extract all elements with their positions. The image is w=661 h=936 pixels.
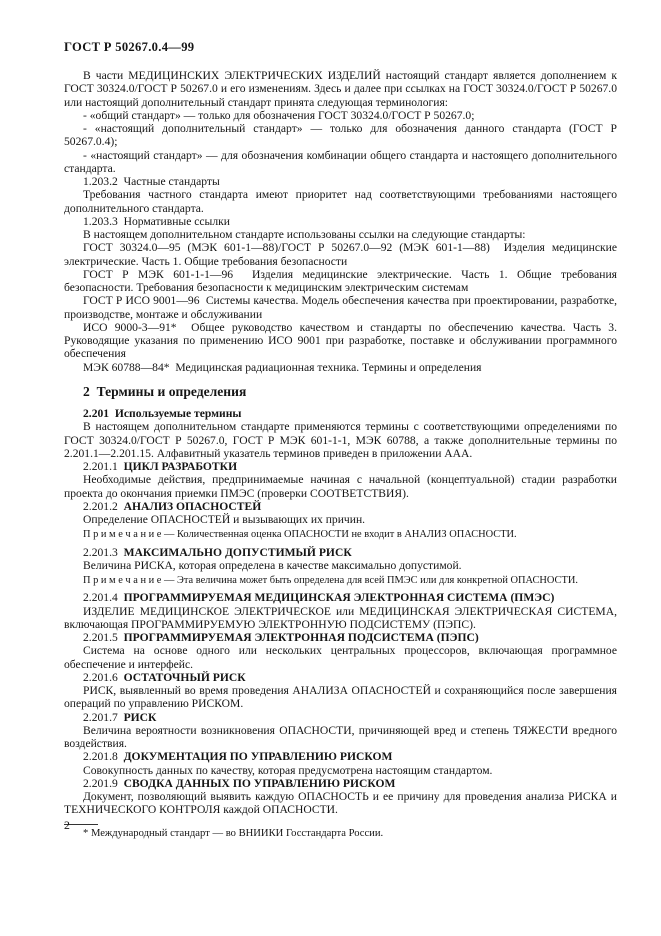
term-number: 2.201.4: [83, 591, 124, 605]
list-item: - «общий стандарт» — только для обозначения ГОСТ 30324.0/ГОСТ Р 50267.0;: [83, 108, 475, 122]
footnote-text: * Международный стандарт — во ВНИИКИ Госстандарта России.: [83, 827, 384, 839]
term-number: 2.201.2: [83, 499, 124, 513]
paragraph: В настоящем дополнительном стандарте использованы ссылки на следующие стандарты:: [83, 228, 526, 241]
paragraph: Требования частного стандарта имеют приоритет над соответствующими требованиями настоящего дополнительного стандарта.: [64, 188, 617, 215]
term-number: 2.201.9: [83, 776, 124, 790]
term-title: ДОКУМЕНТАЦИЯ ПО УПРАВЛЕНИЮ РИСКОМ: [123, 750, 393, 764]
term-heading: [64, 546, 617, 559]
term-heading: [64, 591, 617, 604]
intro-paragraph: В части МЕДИЦИНСКИХ ЭЛЕКТРИЧЕСКИХ ИЗДЕЛИЙ настоящий стандарт является дополнением к ГОСТ 30324.0/ГОСТ Р 50267.0 и его изменениям. Здесь и далее при ссылках на ГОСТ 30324.0/ГОСТ Р 50267.0 или настоящий дополнительный стандарт принята следующая терминология:: [64, 69, 617, 109]
term-title: ПРОГРАММИРУЕМАЯ ЭЛЕКТРОННАЯ ПОДСИСТЕМА (ПЭПС): [123, 631, 479, 645]
term-number: 2.201.6: [83, 670, 124, 684]
term-title: АНАЛИЗ ОПАСНОСТЕЙ: [123, 499, 262, 513]
term-number: 2.201.8: [83, 750, 124, 764]
term-heading: [64, 711, 617, 724]
standard-reference: ГОСТ 30324.0—95 (МЭК 601-1—88)/ГОСТ Р 50267.0—92 (МЭК 601-1—88) Изделия медицинские электрические. Часть 1. Общие требования безопасности: [64, 241, 617, 268]
note: П р и м е ч а н и е — Эта величина может быть определена для всей ПМЭС или для конкретной ОПАСНОСТИ.: [83, 575, 578, 587]
paragraph: В настоящем дополнительном стандарте применяются термины с соответствующими определениями по ГОСТ 30324.0/ГОСТ Р 50267.0, ГОСТ Р МЭК 601-1-1, МЭК 60788, а также дополнительные термины по 2.201.1—2.201.15. Алфавитный указатель терминов приведен в приложении ААА.: [64, 420, 617, 460]
term-title: МАКСИМАЛЬНО ДОПУСТИМЫЙ РИСК: [123, 545, 352, 559]
term-number: 2.201.3: [83, 545, 124, 559]
term-number: 2.201.5: [83, 631, 124, 645]
term-definition: РИСК, выявленный во время проведения АНАЛИЗА ОПАСНОСТЕЙ и сохраняющийся после завершения операций по управлению РИСКОМ.: [64, 684, 617, 711]
document-body: [64, 69, 617, 817]
document-content: [64, 40, 617, 840]
term-title: СВОДКА ДАННЫХ ПО УПРАВЛЕНИЮ РИСКОМ: [123, 776, 396, 790]
term-title: ПРОГРАММИРУЕМАЯ МЕДИЦИНСКАЯ ЭЛЕКТРОННАЯ СИСТЕМА (ПМЭС): [123, 591, 555, 605]
term-number: 2.201.1: [83, 460, 124, 473]
term-definition: Определение ОПАСНОСТЕЙ и вызывающих их причин.: [83, 513, 366, 526]
term-definition: Необходимые действия, предпринимаемые начиная с начальной (концептуальной) стадии разработки проекта до окончания приемки ПМЭС (проверки СООТВЕТСТВИЯ).: [64, 473, 617, 500]
term-heading: [64, 631, 617, 644]
subsection-heading: 2.201 Используемые термины: [83, 407, 242, 420]
list-item: - «настоящий дополнительный стандарт» — только для обозначения данного стандарта (ГОСТ Р 50267.0.4);: [64, 122, 617, 149]
section-heading: 2 Термины и определения: [83, 383, 247, 399]
clause-heading: 1.203.2 Частные стандарты: [83, 175, 220, 188]
page-number: 2: [64, 818, 70, 832]
standard-reference: ГОСТ Р ИСО 9001—96 Системы качества. Модель обеспечения качества при проектировании, разработке, производстве, монтаже и обслуживании: [64, 294, 617, 321]
term-definition: Документ, позволяющий выявить каждую ОПАСНОСТЬ и ее причину для проведения анализа РИСКА и ТЕХНИЧЕСКОГО КОНТРОЛЯ каждой ОПАСНОСТИ.: [64, 790, 617, 817]
term-definition: Величина вероятности возникновения ОПАСНОСТИ, причиняющей вред и степень ТЯЖЕСТИ вредного воздействия.: [64, 723, 617, 751]
term-definition: Система на основе одного или нескольких центральных процессоров, включающая программное обеспечение и интерфейс.: [64, 644, 617, 671]
term-definition: Совокупность данных по качеству, которая предусмотрена настоящим стандартом.: [83, 763, 493, 777]
footnote-block: [64, 824, 617, 841]
list-item: - «настоящий стандарт» — для обозначения комбинации общего стандарта и настоящего дополнительного стандарта.: [64, 148, 617, 175]
term-heading: [64, 750, 617, 763]
term-number: 2.201.7: [83, 710, 124, 724]
term-heading: [64, 777, 617, 790]
term-title: РИСК: [123, 710, 157, 724]
term-heading: [64, 460, 617, 473]
term-definition: Величина РИСКА, которая определена в качестве максимально допустимой.: [83, 558, 462, 572]
term-title: ЦИКЛ РАЗРАБОТКИ: [123, 460, 238, 473]
term-definition: ИЗДЕЛИЕ МЕДИЦИНСКОЕ ЭЛЕКТРИЧЕСКОЕ или МЕДИЦИНСКАЯ ЭЛЕКТРИЧЕСКАЯ СИСТЕМА, включающая ПРОГРАММИРУЕМУЮ ЭЛЕКТРОННУЮ ПОДСИСТЕМУ (ПЭПС).: [64, 604, 617, 631]
term-title: ОСТАТОЧНЫЙ РИСК: [123, 670, 246, 684]
term-heading: [64, 671, 617, 684]
term-heading: [64, 500, 617, 513]
standard-reference: ИСО 9000-3—91* Общее руководство качеством и стандарты по обеспечению качества. Часть 3. Руководящие указания по применению ИСО 9001 при разработке, поставке и обслуживании программного обеспечения: [64, 320, 617, 361]
clause-heading: 1.203.3 Нормативные ссылки: [83, 214, 230, 228]
note: П р и м е ч а н и е — Количественная оценка ОПАСНОСТИ не входит в АНАЛИЗ ОПАСНОСТИ.: [83, 529, 517, 541]
standard-reference: МЭК 60788—84* Медицинская радиационная техника. Термины и определения: [83, 360, 482, 374]
standard-reference: ГОСТ Р МЭК 601-1-1—96 Изделия медицинские электрические. Часть 1. Общие требования безопасности. Требования безопасности к медицинским электрическим системам: [64, 267, 617, 294]
document-header: ГОСТ Р 50267.0.4—99: [64, 40, 195, 54]
